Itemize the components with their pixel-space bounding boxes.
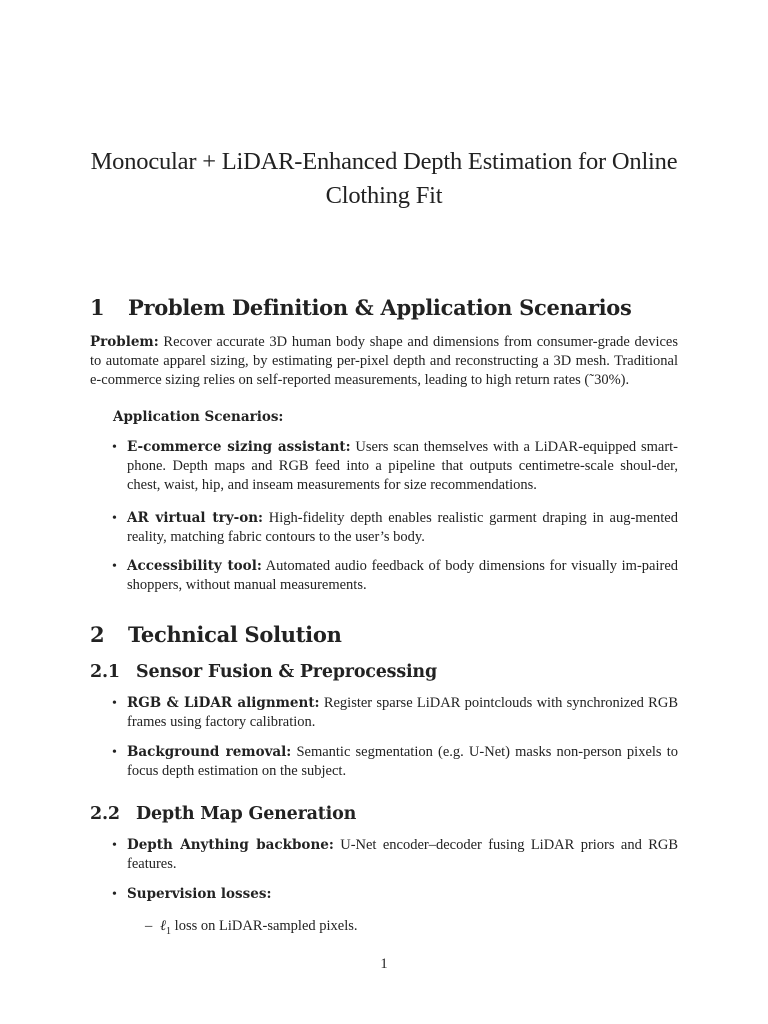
item-text: High-fidelity depth enables realistic garment draping in aug-mented reality, matching fabric contours to the user’s body. bbox=[127, 510, 678, 545]
subsection-number: 2.2 bbox=[90, 804, 120, 824]
item-label: Supervision losses: bbox=[127, 886, 272, 902]
bullet: • bbox=[112, 745, 117, 760]
section-1-heading bbox=[90, 295, 632, 320]
subsection-number: 2.1 bbox=[90, 662, 120, 682]
item-label: Background removal: bbox=[127, 744, 292, 760]
bullet: • bbox=[112, 696, 117, 711]
item-text: Register sparse LiDAR pointclouds with synchronized RGB frames using factory calibration. bbox=[127, 695, 678, 730]
problem-text: Recover accurate 3D human body shape and dimensions from consumer-grade devices to automate apparel sizing, by estimating per-pixel depth and reconstructing a 3D mesh. Traditional e-commerce sizing relies on self-reported measurements, leading to high return rates (˜30%). bbox=[90, 334, 678, 388]
item-text: Semantic segmentation (e.g. U-Net) masks non-person pixels to focus depth estimation on the subject. bbox=[127, 744, 678, 779]
section-title: Technical Solution bbox=[128, 622, 342, 647]
subsection-2-2-heading bbox=[90, 804, 356, 824]
math-subscript: 1 bbox=[166, 925, 172, 937]
bullet: • bbox=[112, 887, 117, 902]
list-item bbox=[112, 836, 679, 874]
dash-marker: – bbox=[145, 918, 153, 934]
section-2-heading bbox=[90, 622, 342, 647]
list-item bbox=[112, 509, 678, 547]
item-text: Users scan themselves with a LiDAR-equipped smart-phone. Depth maps and RGB feed into a pipeline that outputs centimetre-scale shoul-der, chest, waist, hip, and inseam measurements for size recommendations. bbox=[127, 439, 679, 493]
problem-paragraph bbox=[90, 333, 678, 390]
section-number: 1 bbox=[90, 295, 105, 320]
item-label: Depth Anything backbone: bbox=[127, 837, 334, 853]
section-number: 2 bbox=[90, 622, 105, 647]
bullet: • bbox=[112, 440, 117, 455]
list-item bbox=[112, 694, 678, 732]
paper-title: Monocular + LiDAR-Enhanced Depth Estimation for Online Clothing Fit bbox=[90, 148, 678, 209]
sub-list-item bbox=[145, 917, 678, 941]
item-label: RGB & LiDAR alignment: bbox=[127, 695, 320, 711]
list-item bbox=[112, 885, 678, 904]
list-item bbox=[112, 438, 679, 495]
list-item bbox=[112, 557, 679, 595]
bullet: • bbox=[112, 838, 117, 853]
item-label: Accessibility tool: bbox=[127, 558, 262, 574]
list-item bbox=[112, 743, 678, 781]
subsection-title: Depth Map Generation bbox=[136, 804, 357, 824]
scenarios-label: Application Scenarios: bbox=[113, 409, 284, 425]
bullet: • bbox=[112, 559, 117, 574]
subsection-2-1-heading bbox=[90, 662, 437, 682]
item-label: E-commerce sizing assistant: bbox=[127, 439, 351, 455]
item-label: AR virtual try-on: bbox=[127, 510, 263, 526]
problem-label: Problem: bbox=[90, 334, 159, 350]
subsection-title: Sensor Fusion & Preprocessing bbox=[136, 662, 437, 682]
item-text: Automated audio feedback of body dimensions for visually im-paired shoppers, without manual measurements. bbox=[127, 558, 679, 593]
math-ell: ℓ bbox=[160, 918, 167, 934]
item-text: U-Net encoder–decoder fusing LiDAR priors and RGB features. bbox=[127, 837, 679, 872]
page-number: 1 bbox=[380, 956, 388, 972]
section-title: Problem Definition & Application Scenarios bbox=[128, 295, 632, 320]
bullet: • bbox=[112, 511, 117, 526]
subitem-text: loss on LiDAR-sampled pixels. bbox=[174, 918, 358, 934]
